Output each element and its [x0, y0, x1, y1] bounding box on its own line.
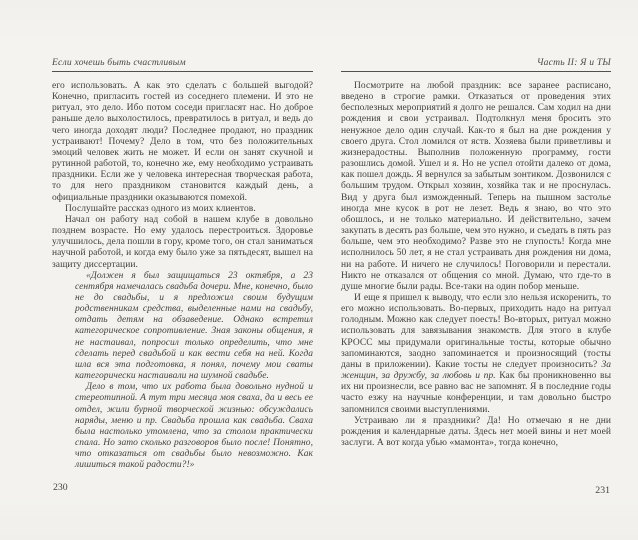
page-right: [341, 0, 611, 540]
body-paragraph: [52, 81, 313, 204]
italic-text-run: «Должен я был защищаться 23 октября, а 23 сентября намечалась свадьба дочери. Мне, конечно, было не до свадьбы, и я предложил своим будущим родственникам средства, выделенные нами на свадьбу, отдать детям на обзаведение. Однако встретил категорическое сопротивление. Зная законы общения, я не настаивал, попросил только определить, что мне сделать перед свадьбой и как вести себя на ней. Когда шла вся эта подготовка, я понял, почему мои сваты категорически настаивали на шумной свадьбе.: [75, 270, 313, 382]
header-rule-left: [52, 71, 313, 72]
text-run: Устраиваю ли я праздники? Да! Но отмечаю я не дни рождения и календарные даты. Здесь нет моей вины и нет моей заслуги. А вот когда убью «мамонта», тогда конечно,: [341, 415, 611, 448]
page-number-left: 230: [53, 482, 68, 493]
text-run: Послушайте рассказ одного из моих клиентов.: [65, 203, 256, 214]
text-run: Посмотрите на любой праздник: все заранее расписано, введено в строгие рамки. Отказаться от проведения этих бесполезных мероприятий я долго не решался. Сам ходил на дни рождения и свои устраивал. Подтолкнул меня бросить это ненужное дело один случай. Как-то я был на дне рождения у своего друга. Стол ломился от яств. Хозяева были приветливы и жизнерадостны. Выполнив положенную программу, гости разошлись домой. Ушел и я. Но не успел отойти далеко от дома, как пошел дождь. Я вернулся за забытым зонтиком. Дозвонился с большим трудом. Открыл хозяин, хозяйка так и не проснулась. Вид у друга был изможденный. Теперь на пышном застолье иногда мне кусок в рот не лезет. Ведь я знаю, во что это обошлось, и не только материально. И действительно, зачем закупать в десять раз больше, чем это нужно, и съедать в пять раз больше, чем это необходимо? Разве это не глупость! Когда мне исполнилось 50 лет, я не стал устраивать дня рождения ни дома, ни на работе. И ничего не случилось! Поговорили и перестали. Никто не отказался от общения со мной. Думаю, что где-то в душе многие были рады. Все-таки на один побор меньше.: [341, 81, 611, 292]
quote-paragraph: [75, 382, 313, 471]
text-run: И еще я пришел к выводу, что если зло нельзя искоренить, то его можно использовать. Во-первых, приходить надо на ритуал голодным. Можно как следует поесть! Во-вторых, ритуал можно использовать для завязывания знакомств. Для этого в клубе КРОСС мы придумали оригинальные тосты, которые обычно запоминаются, заодно запоминается и произносящий (тосты даны в приложении). Какие тосты не следует произносить?: [341, 292, 611, 370]
body-paragraph: [341, 293, 611, 416]
page-left: [52, 0, 313, 540]
body-paragraph: [341, 416, 611, 449]
italic-text-run: Дело в том, что их работа была довольно нудной и стереотипной. А тут три месяца моя сваха, да и весь ее отдел, жили бурной творческой жизнью: обсуждались наряды, меню и пр. Свадьба прошла как свадьба. Сваха была настолько утомлена, что за столом практически спала. Но зато сколько разговоров было после! Понятно, что отказаться от свадьбы было невозможно. Как лишиться такой радости?!»: [75, 382, 313, 471]
page-body-left: [52, 81, 313, 471]
running-head-left: Если хочешь быть счастливым: [52, 57, 186, 68]
running-head-right: Часть II: Я и ТЫ: [536, 57, 611, 68]
quote-paragraph: [75, 271, 313, 383]
body-paragraph: [341, 81, 611, 293]
body-paragraph: [52, 215, 313, 271]
italic-text-run: За женщин, за дружбу, за любовь и пр.: [341, 359, 611, 382]
text-run: Как бы проникновенно вы их ни произнесли, все равно вас не запомнят. Я в последние годы часто езжу на научные конференции, и там довольно быстро запомнился своими выступлениями.: [341, 371, 611, 415]
header-rule-right: [341, 71, 611, 72]
text-run: его использовать. А как это сделать с большей выгодой? Конечно, пригласить гостей из соседнего племени. И это не ритуал, это дело. Ибо потом соседи пригласят нас. Но доброе раньше дело выхолостилось, превратилось в ритуал, и ведь до чего иногда доходят люди? Последнее продают, но праздник устраивают! Почему? Дело в том, что без положительных эмоций человек жить не может. И если он занят скучной и рутинной работой, то, конечно же, ему необходимо устраивать праздники. Если же у человека интересная творческая работа, то для него праздником становится каждый день, а официальные праздники оказываются помехой.: [52, 81, 313, 203]
body-paragraph: [52, 204, 313, 215]
page-body-right: [341, 81, 611, 449]
page-number-right: 231: [595, 485, 610, 496]
text-run: Начал он работу над собой в нашем клубе в довольно позднем возрасте. Но ему удалось перестроиться. Здоровье улучшилось, дела пошли в гору, кроме того, он стал заниматься научной работой, и когда ему было уже за пятьдесят, вышел на защиту диссертации.: [52, 214, 313, 270]
